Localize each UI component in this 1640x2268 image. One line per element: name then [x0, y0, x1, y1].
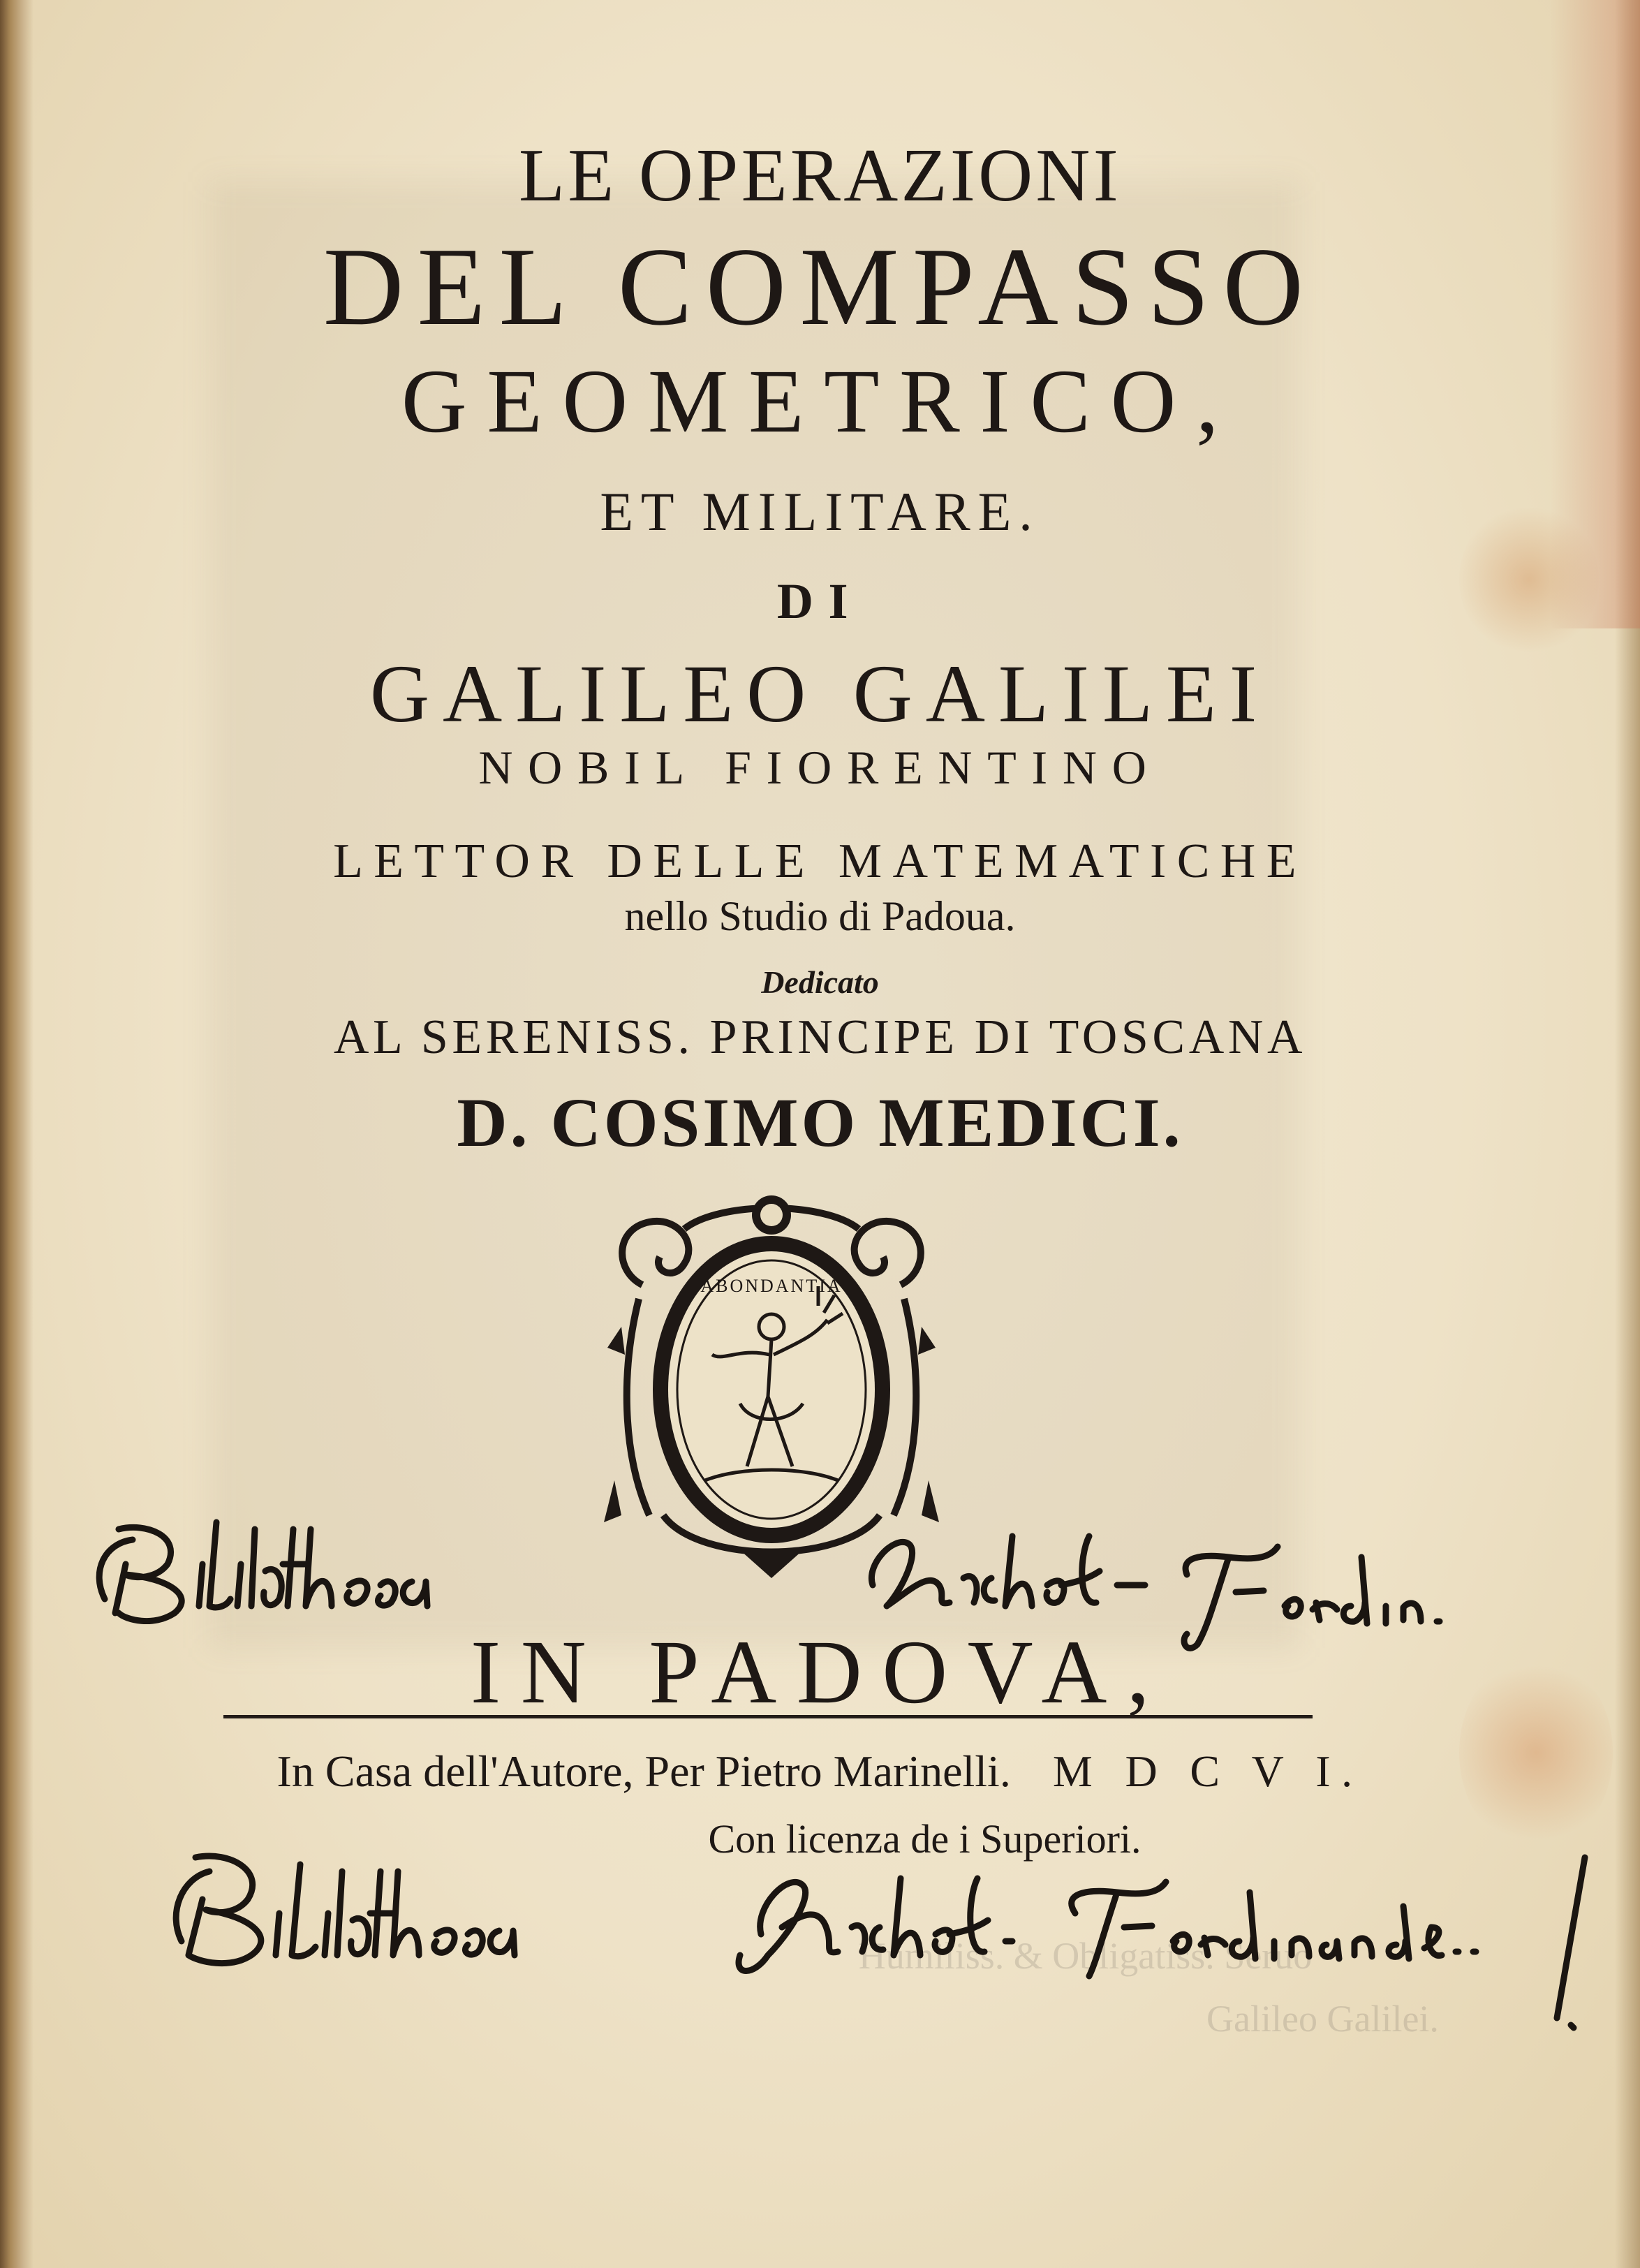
dedicatee-name: D. COSIMO MEDICI. [457, 1084, 1183, 1161]
svg-text:ABONDANTIA: ABONDANTIA [700, 1276, 843, 1296]
imprint-year: M D C V I. [1052, 1746, 1364, 1796]
title-line-1: LE OPERAZIONI [518, 134, 1122, 217]
author-institution: nello Studio di Padoua. [624, 893, 1016, 939]
author-origin: NOBIL FIORENTINO [478, 741, 1162, 794]
dedicatee-title: AL SERENISS. PRINCIPE DI TOSCANA [333, 1010, 1307, 1064]
author-position: LETTOR DELLE MATEMATICHE [333, 834, 1307, 888]
imprint-house: In Casa dell'Autore, Per Pietro Marinelli. [276, 1746, 1011, 1796]
dedication-label: Dedicato [761, 964, 879, 1000]
bleed-through-text: Galileo Galilei. [1206, 1998, 1439, 2040]
title-line-2: DEL COMPASSO [323, 224, 1317, 348]
imprint-line [0, 1746, 1640, 1797]
imprint-place: IN PADOVA, [470, 1622, 1170, 1723]
license-line: Con licenza de i Superiori. [708, 1816, 1142, 1862]
printer-device-woodcut-icon [600, 1187, 943, 1585]
bleed-through-text: Humiliss. & Obligatiss. Seruo [858, 1935, 1313, 1977]
title-line-3: GEOMETRICO, [401, 351, 1239, 452]
author-name: GALILEO GALILEI [369, 648, 1271, 739]
by-line: DI [776, 573, 864, 629]
imprint-rule [223, 1715, 1313, 1718]
title-line-4: ET MILITARE. [600, 481, 1040, 542]
